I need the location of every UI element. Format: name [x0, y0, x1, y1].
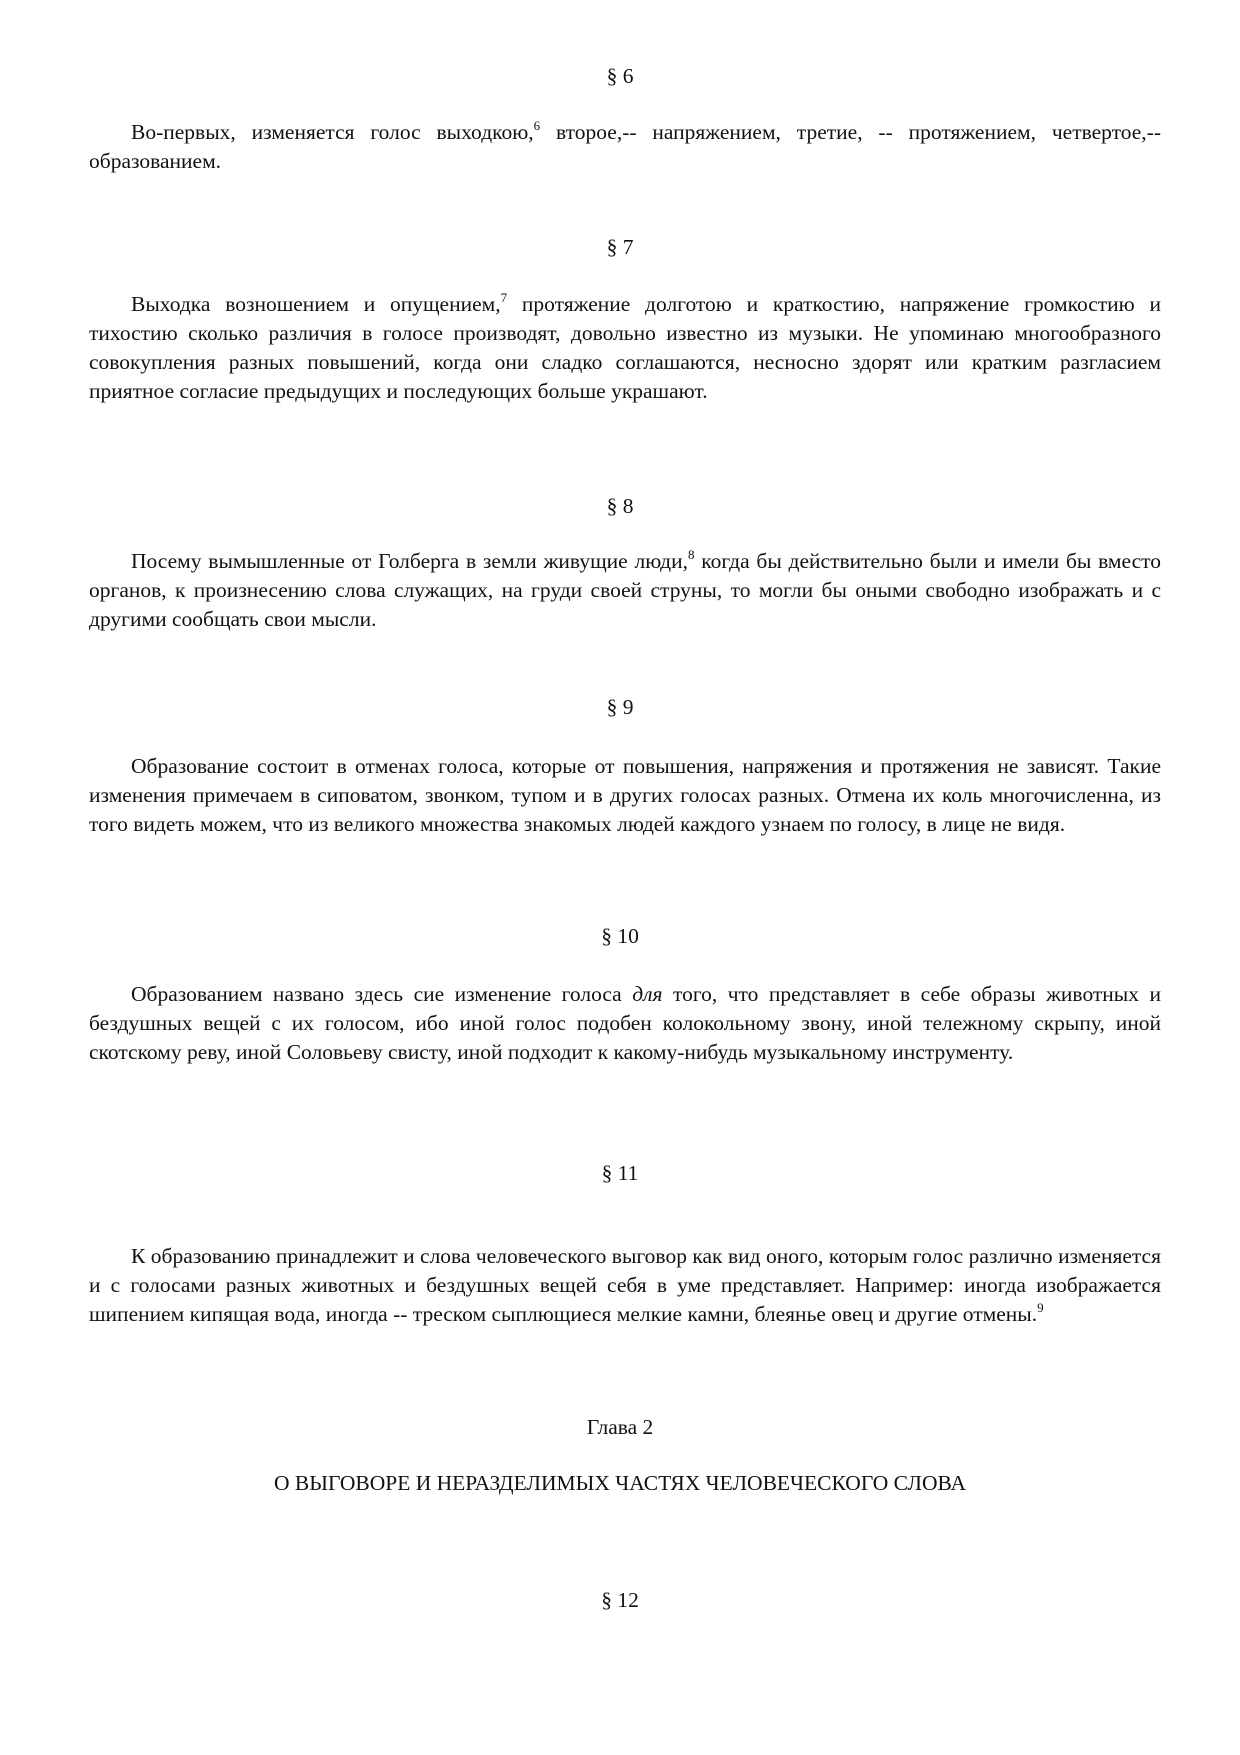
text: Посему вымышленные от Голберга в земли живущие люди, [131, 549, 688, 573]
text: Во-первых, изменяется голос выходкою, [131, 120, 534, 144]
chapter-title: О ВЫГОВОРЕ И НЕРАЗДЕЛИМЫХ ЧАСТЯХ ЧЕЛОВЕЧЕСКОГО СЛОВА [273, 1471, 967, 1495]
section-heading-6: § 6 [606, 64, 634, 88]
text: Образованием названо здесь сие изменение голоса [131, 982, 633, 1006]
section-heading-12: § 12 [601, 1588, 639, 1612]
footnote-ref-7[interactable]: 7 [500, 290, 508, 305]
text: когда бы действительно были и имели бы вместо органов, к произнесению слова служащих, на груди своей струны, то могли бы оными свободно изображать и с другими сообщать свои мысли. [89, 549, 1161, 631]
text: того, что представляет в себе образы животных и бездушных вещей с их голосом, ибо иной голос подобен колокольному звону, иной тележному скрыпу, иной скотскому реву, иной Соловьеву свисту, иной подходит к какому-нибудь музыкальному инструменту. [89, 982, 1161, 1064]
footnote-ref-6[interactable]: 6 [533, 118, 541, 133]
text: Выходка возношением и опущением, [131, 292, 501, 316]
footnote-ref-9[interactable]: 9 [1037, 1300, 1044, 1315]
text: протяжение долготою и краткостию, напряжение громкостию и тихостию сколько различия в голосе производят, довольно известно из музыки. Не упоминаю многообразного совокупления разных повышений, когда они сладко соглашаются, несносно здорят или кратким разгласием приятное согласие предыдущих и последующих больше украшают. [89, 292, 1161, 403]
paragraph-7 [89, 290, 1161, 406]
chapter-label: Глава 2 [586, 1415, 654, 1439]
text: второе,-- напряжением, третие, -- протяжением, четвертое,-- образованием. [89, 120, 1161, 173]
text: К образованию принадлежит и слова человеческого выговор как вид оного, которым голос различно изменяется и с голосами разных животных и бездушных вещей себя в уме представляет. Например: иногда изображается шипением кипящая вода, иногда -- треском сыплющиеся мелкие камни, блеянье овец и другие отмены. [89, 1244, 1161, 1326]
footnote-ref-8[interactable]: 8 [688, 547, 695, 562]
section-heading-8: § 8 [606, 494, 634, 518]
section-heading-7: § 7 [606, 235, 634, 259]
text: Образование состоит в отменах голоса, которые от повышения, напряжения и протяжения не зависят. Такие изменения примечаем в сиповатом, звонком, тупом и в других голосах разных. Отмена их коль многочисленна, из того видеть можем, что из великого множества знакомых людей каждого узнаем по голосу, в лице не видя. [89, 754, 1161, 836]
paragraph-8 [89, 547, 1161, 634]
italic-text: для [632, 982, 663, 1006]
paragraph-11 [89, 1242, 1161, 1329]
paragraph-10 [89, 980, 1161, 1067]
section-heading-11: § 11 [601, 1161, 639, 1185]
paragraph-9 [89, 752, 1161, 839]
section-heading-9: § 9 [606, 695, 634, 719]
section-heading-10: § 10 [601, 924, 639, 948]
paragraph-6 [89, 118, 1161, 176]
